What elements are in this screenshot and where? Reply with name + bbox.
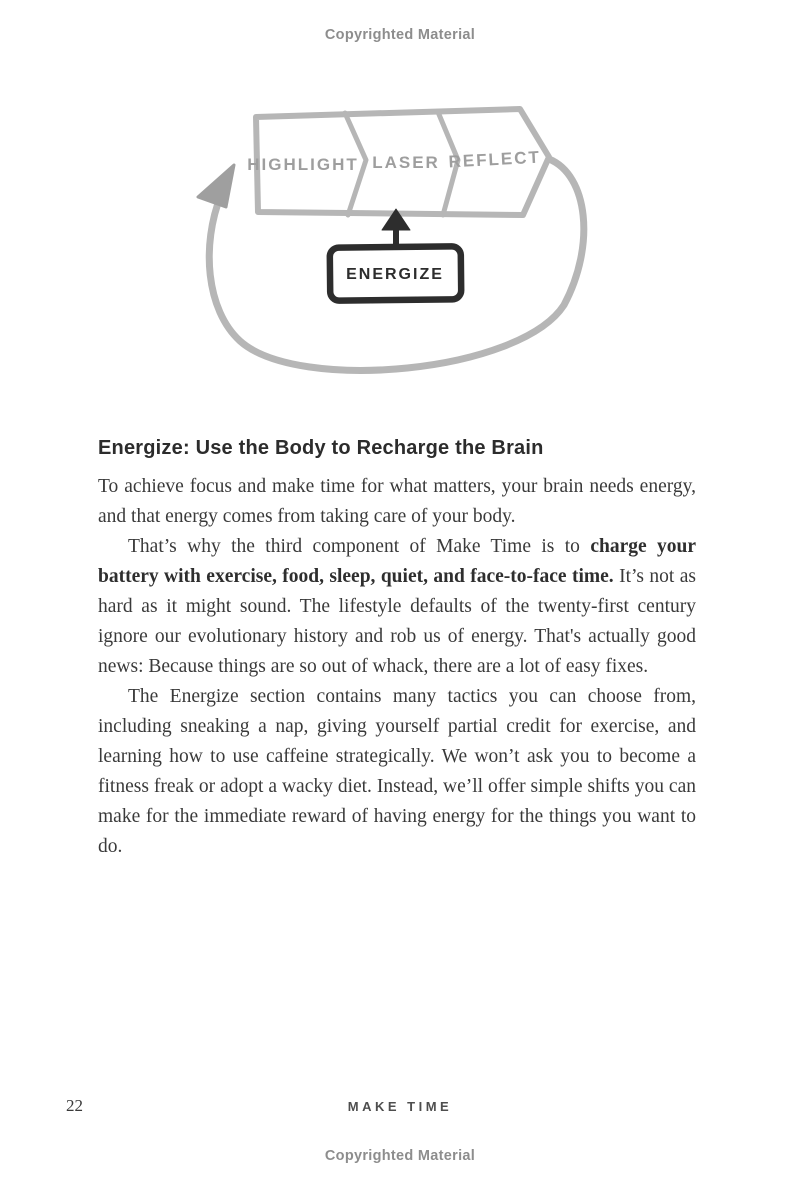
make-time-cycle-diagram xyxy=(168,95,638,385)
cycle-diagram-svg xyxy=(168,95,638,385)
copyright-notice-bottom: Copyrighted Material xyxy=(324,1148,476,1164)
step-label-reflect: REFLECT xyxy=(448,147,542,172)
paragraph-2-lead: That’s why the third component of Make Time is to xyxy=(128,536,591,557)
paragraph-3: The Energize section contains many tactics you can choose from, including sneaking a nap, giving yourself partial credit for exercise, and learning how to use caffeine strategically. We won’t ask you to become a fitness freak or adopt a wacky diet. Instead, we’ll offer simple shifts you can make for the immediate reward of having energy for the things you want to do. xyxy=(98,686,696,857)
page-number: 22 xyxy=(66,1096,83,1115)
paragraph-1: To achieve focus and make time for what matters, your brain needs energy, and that energy comes from taking care of your body. xyxy=(98,476,696,527)
step-label-laser: LASER xyxy=(372,153,440,172)
copyright-notice-top: Copyrighted Material xyxy=(324,27,476,43)
paragraph-2 xyxy=(98,532,696,682)
loop-arrowhead-icon xyxy=(198,165,234,207)
paragraph-2-rest: It’s not as hard as it might sound. The lifestyle defaults of the twenty-first century ignore our evolutionary history and rob us of energy. That's actually good news: Because things are so out of whack, there are a lot of easy fixes. xyxy=(98,566,696,677)
running-title: MAKE TIME xyxy=(347,1099,453,1114)
energize-box-label: ENERGIZE xyxy=(346,266,444,283)
step-label-highlight: HIGHLIGHT xyxy=(247,155,359,174)
section-heading: Energize: Use the Body to Recharge the Brain xyxy=(98,437,544,459)
body-text xyxy=(98,472,696,862)
paragraph-2-bold-phrase: charge your battery with exercise, food, sleep, quiet, and face-to-face time. xyxy=(98,536,696,587)
